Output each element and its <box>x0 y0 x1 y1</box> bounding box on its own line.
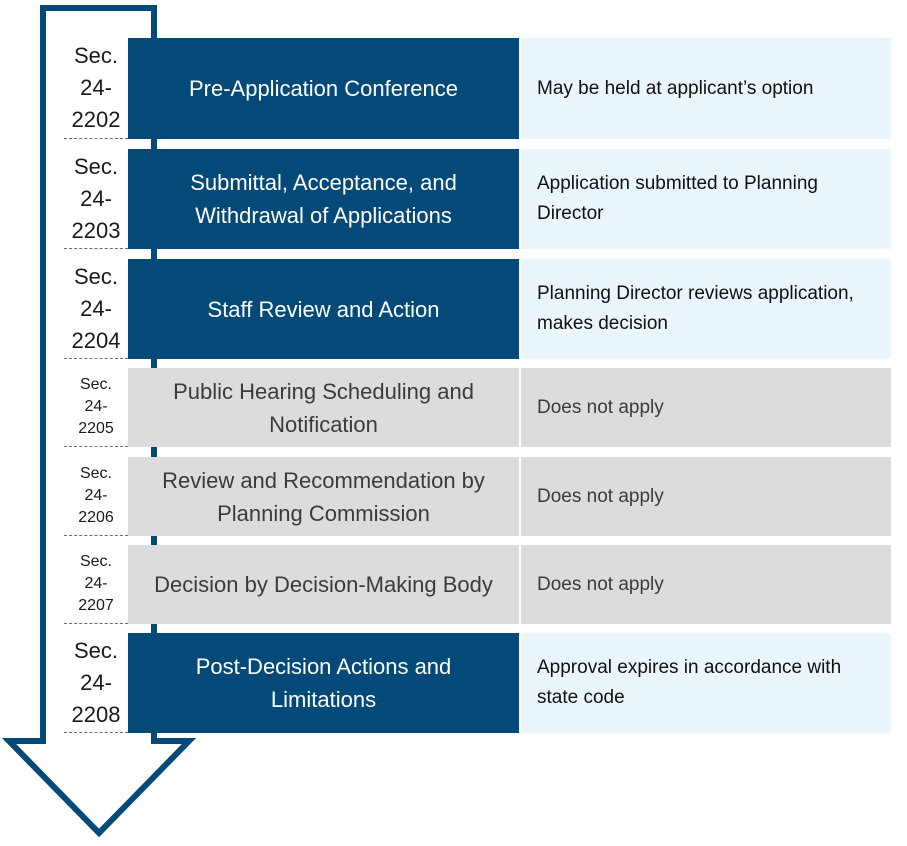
step-description <box>521 149 891 249</box>
section-prefix: Sec. <box>79 465 112 482</box>
description-text: Application submitted to Planning Director <box>537 173 818 224</box>
section-prefix: Sec. <box>73 637 118 663</box>
step-label: Public Hearing Scheduling and Notification <box>173 378 474 437</box>
step-box <box>128 545 519 624</box>
section-number <box>64 545 128 624</box>
step-description <box>521 259 891 359</box>
section-code: 2206 <box>78 509 114 526</box>
section-number <box>64 457 128 536</box>
description-text: Approval expires in accordance with state code <box>537 657 842 708</box>
section-chapter: 24- <box>80 669 112 695</box>
section-code: 2208 <box>71 701 121 727</box>
section-number <box>64 149 128 249</box>
section-chapter: 24- <box>80 185 112 211</box>
step-label: Decision by Decision-Making Body <box>154 572 493 597</box>
description-text: May be held at applicant’s option <box>537 77 814 99</box>
description-text: Does not apply <box>537 573 664 595</box>
section-chapter: 24- <box>80 295 112 321</box>
section-chapter: 24- <box>84 487 108 504</box>
section-chapter: 24- <box>84 398 108 415</box>
step-description <box>521 368 891 447</box>
step-box <box>128 259 519 359</box>
step-box <box>128 149 519 249</box>
section-prefix: Sec. <box>73 43 118 68</box>
step-box <box>128 38 519 139</box>
section-chapter: 24- <box>80 75 112 100</box>
step-label: Post-Decision Actions and Limitations <box>195 654 452 712</box>
section-code: 2203 <box>71 217 121 243</box>
step-description <box>521 457 891 536</box>
step-box <box>128 368 519 447</box>
section-code: 2207 <box>78 597 114 614</box>
section-prefix: Sec. <box>79 553 112 570</box>
section-number <box>64 633 128 733</box>
step-label: Staff Review and Action <box>207 296 440 322</box>
step-label: Pre-Application Conference <box>188 76 459 101</box>
step-box <box>128 457 519 536</box>
section-number <box>64 38 128 139</box>
section-number <box>64 259 128 359</box>
section-prefix: Sec. <box>73 153 118 179</box>
step-label: Submittal, Acceptance, and Withdrawal of Applications <box>190 170 457 228</box>
step-box <box>128 633 519 733</box>
step-description <box>521 633 891 733</box>
step-label: Review and Recommendation by Planning Commission <box>162 467 485 526</box>
section-code: 2204 <box>71 327 121 353</box>
description-text: Planning Director reviews application, makes decision <box>537 283 854 334</box>
section-code: 2202 <box>71 107 121 132</box>
step-description <box>521 545 891 624</box>
section-number <box>64 368 128 447</box>
step-description <box>521 38 891 139</box>
section-chapter: 24- <box>84 575 108 592</box>
section-prefix: Sec. <box>79 376 112 393</box>
section-prefix: Sec. <box>73 263 118 289</box>
description-text: Does not apply <box>537 485 664 507</box>
section-code: 2205 <box>78 420 114 437</box>
description-text: Does not apply <box>537 396 664 418</box>
